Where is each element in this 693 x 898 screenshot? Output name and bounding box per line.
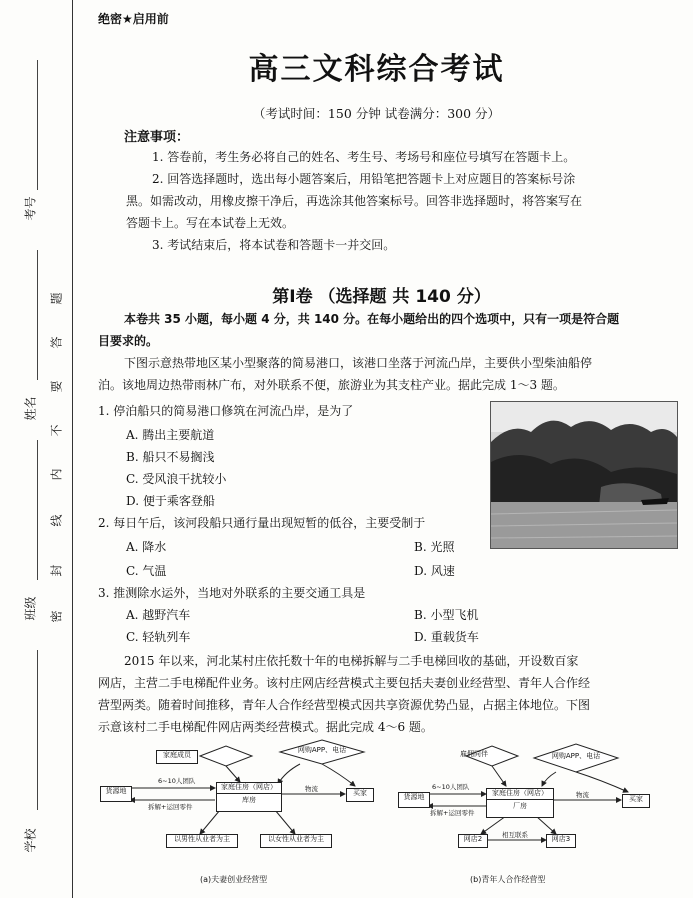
source-box: 货源地 [100, 786, 132, 802]
option: B. 船只不易搁浅 [126, 450, 215, 464]
notice-line: 黑。如需改动，用橡皮擦干净后，再选涂其他答案标号。回答非选择题时，将答案写在 [126, 194, 583, 208]
notice-heading: 注意事项： [124, 130, 190, 145]
passage-line: 营型两类。随着时间推移，青年人合作经营型模式因共享资源优势凸显，占据主体地位。下图 [98, 698, 591, 712]
passage-line: 网店，主营二手电梯配件业务。该村庄网店经营模式主要包括夫妻创业经营型、青年人合作经 [98, 676, 591, 690]
shop-label: 网购APP、电话 [551, 752, 601, 760]
diagram-youth-model [396, 738, 686, 888]
option: D. 重载货车 [414, 630, 479, 644]
shop-label: 网购APP、电话 [297, 746, 347, 754]
exam-subtitle: （考试时间：150 分钟 试卷满分：300 分） [252, 106, 501, 121]
logistics-label: 物流 [305, 785, 318, 793]
female-box: 以女性从业者为主 [260, 834, 332, 848]
home-shop-label: 家庭住房（网店） [492, 789, 548, 797]
factory-label: 厂房 [487, 799, 553, 810]
option: D. 风速 [414, 564, 455, 578]
diagram-couple-model [100, 738, 390, 888]
option: C. 气温 [126, 564, 167, 578]
notice-line: 答题卡上。写在本试卷上无效。 [126, 216, 295, 230]
section-intro: 目要求的。 [98, 334, 159, 348]
buyer-box: 买家 [622, 794, 650, 808]
passage-line: 示意该村二手电梯配件网店两类经营模式。据此完成 4～6 题。 [98, 720, 433, 734]
home-shop-box [216, 782, 282, 812]
option: C. 受风浪干扰较小 [126, 472, 227, 486]
section-intro: 本卷共 35 小题，每小题 4 分，共 140 分。在每小题给出的四个选项中，只有一项是符合题 [124, 312, 620, 326]
exam-no-label: 考号 [23, 196, 38, 221]
seal-char: 内 [49, 468, 64, 481]
harbor-photo [490, 401, 678, 549]
family-box: 家庭成员 [156, 750, 198, 764]
passage-line: 下图示意热带地区某小型聚落的简易港口，该港口坐落于河流凸岸，主要供小型柴油船停 [124, 356, 593, 370]
school-fill-line [37, 650, 38, 810]
notice-line: 2. 回答选择题时，选出每小题答案后，用铅笔把答题卡上对应题目的答案标号涂 [152, 172, 576, 186]
option: A. 腾出主要航道 [126, 428, 215, 442]
notice-line: 1. 答卷前，考生务必将自己的姓名、考生号、考场号和座位号填写在答题卡上。 [152, 150, 576, 164]
dismantle-label: 拆解+运回零件 [430, 809, 475, 817]
option: D. 便于乘客登船 [126, 494, 215, 508]
question-3-stem: 3. 推测除水运外，当地对外联系的主要交通工具是 [98, 586, 366, 600]
home-shop-label: 家庭住房（网店） [221, 783, 277, 791]
seal-char: 封 [49, 564, 64, 577]
option: A. 降水 [126, 540, 167, 554]
team-label: 6~10人团队 [432, 783, 470, 791]
buyer-box: 买家 [346, 788, 374, 802]
seal-char: 密 [49, 610, 64, 623]
binding-line [72, 0, 73, 898]
contact-label: 相互联系 [502, 831, 528, 839]
notice-line: 3. 考试结束后，将本试卷和答题卡一并交回。 [152, 238, 396, 252]
partner-label: 雇佣同伴 [460, 750, 488, 758]
team-label: 6~10人团队 [158, 777, 196, 785]
seal-char: 不 [49, 424, 64, 437]
diagram-a-caption: (a)夫妻创业经营型 [200, 875, 268, 884]
class-label: 班级 [23, 596, 38, 621]
dismantle-label: 拆解+运回零件 [148, 803, 193, 811]
seal-char: 答 [49, 336, 64, 349]
store3-box: 网店3 [546, 834, 576, 848]
section-title: 第Ⅰ卷 （选择题 共 140 分） [272, 287, 491, 307]
seal-char: 要 [49, 380, 64, 393]
name-fill-line [37, 250, 38, 380]
exam-title: 高三文科综合考试 [248, 52, 505, 87]
option: B. 光照 [414, 540, 455, 554]
option: C. 轻轨列车 [126, 630, 191, 644]
male-box: 以男性从业者为主 [166, 834, 238, 848]
source-box: 货源地 [398, 792, 430, 808]
store2-box: 网店2 [458, 834, 488, 848]
question-2-stem: 2. 每日午后，该河段船只通行量出现短暂的低谷，主要受制于 [98, 516, 426, 530]
option: A. 越野汽车 [126, 608, 191, 622]
logistics-label: 物流 [576, 791, 589, 799]
question-1-stem: 1. 停泊船只的简易港口修筑在河流凸岸，是为了 [98, 404, 354, 418]
home-shop-box [486, 788, 554, 818]
seal-char: 题 [49, 292, 64, 305]
name-label: 姓名 [23, 396, 38, 421]
secret-label: 绝密★启用前 [98, 12, 169, 26]
option: B. 小型飞机 [414, 608, 479, 622]
passage-line: 2015 年以来，河北某村庄依托数十年的电梯拆解与二手电梯回收的基础，开设数百家 [124, 654, 579, 668]
seal-char: 线 [49, 514, 64, 527]
school-label: 学校 [23, 828, 38, 853]
warehouse-label: 库房 [217, 793, 281, 804]
class-fill-line [37, 440, 38, 580]
diagram-b-caption: (b)青年人合作经营型 [470, 875, 546, 884]
passage-line: 泊。该地周边热带雨林广布，对外联系不便，旅游业为其支柱产业。据此完成 1～3 题。 [98, 378, 565, 392]
